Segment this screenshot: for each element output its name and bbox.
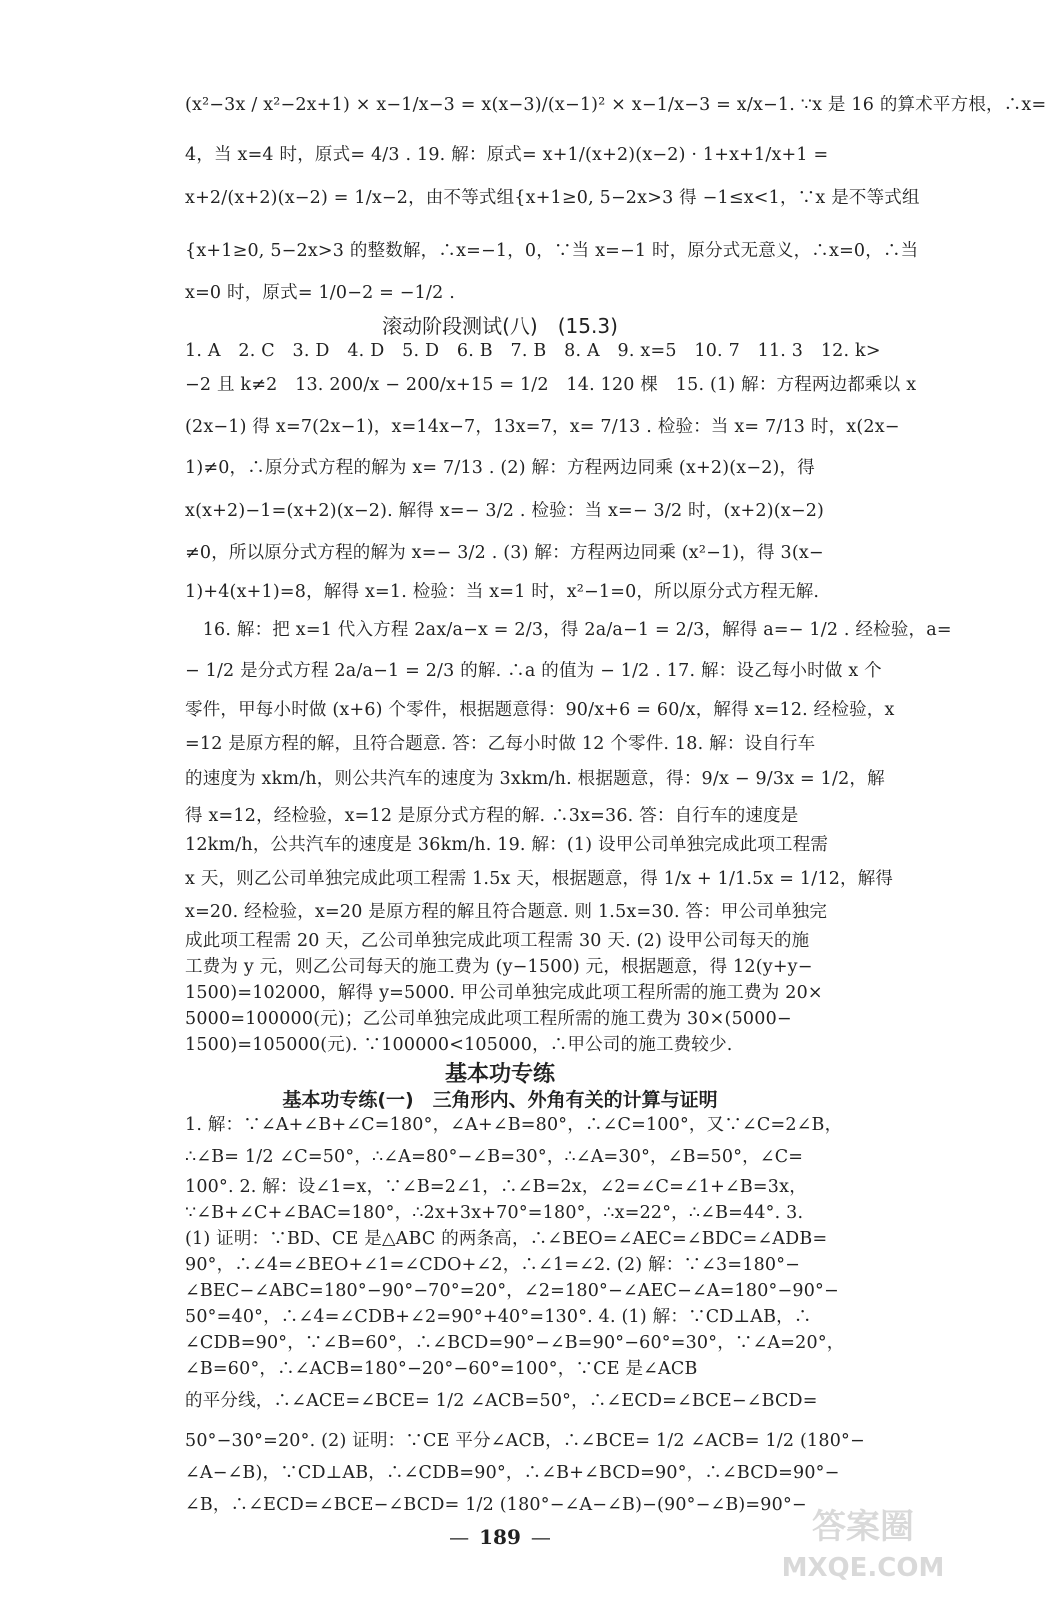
text-line: ∠A−∠B)，∵CD⊥AB，∴∠CDB=90°，∴∠B+∠BCD=90°，∴∠BCD=90°−: [185, 1463, 840, 1483]
text-line: x 天，则乙公司单独完成此项工程需 1.5x 天，根据题意，得 1/x + 1/1.5x = 1/12，解得: [185, 869, 894, 889]
text-line: 4，当 x=4 时，原式= 4/3 . 19. 解：原式= x+1/(x+2)(x−2) · 1+x+1/x+1 =: [185, 145, 829, 165]
text-line: 1500)=102000，解得 y=5000. 甲公司单独完成此项工程所需的施工费为 20×: [185, 983, 823, 1003]
text-line: x=20. 经检验，x=20 是原方程的解且符合题意. 则 1.5x=30. 答：甲公司单独完: [185, 902, 828, 922]
text-line: 零件，甲每小时做 (x+6) 个零件，根据题意得：90/x+6 = 60/x，解得 x=12. 经检验，x: [185, 700, 895, 720]
section-heading-basic-1: 基本功专练(一) 三角形内、外角有关的计算与证明: [282, 1089, 718, 1111]
text-line: {x+1≥0, 5−2x>3 的整数解，∴x=−1，0，∵当 x=−1 时，原分式无意义，∴x=0，∴当: [185, 241, 919, 261]
text-line: (2x−1) 得 x=7(2x−1)，x=14x−7，13x=7，x= 7/13 . 检验：当 x= 7/13 时，x(2x−: [185, 417, 900, 437]
text-line: 50°−30°=20°. (2) 证明：∵CE 平分∠ACB，∴∠BCE= 1/2 ∠ACB= 1/2 (180°−: [185, 1431, 865, 1451]
text-line: 1)≠0，∴原分式方程的解为 x= 7/13 . (2) 解：方程两边同乘 (x+2)(x−2)，得: [185, 458, 815, 478]
text-line: 16. 解：把 x=1 代入方程 2ax/a−x = 2/3，得 2a/a−1 = 2/3，解得 a=− 1/2 . 经检验，a=: [185, 620, 952, 640]
text-line: 的速度为 xkm/h，则公共汽车的速度为 3xkm/h. 根据题意，得：9/x − 9/3x = 1/2，解: [185, 769, 885, 789]
text-line: 得 x=12，经检验，x=12 是原分式方程的解. ∴3x=36. 答：自行车的速度是: [185, 806, 799, 826]
text-line: 90°，∴∠4=∠BEO+∠1=∠CDO+∠2，∴∠1=∠2. (2) 解：∵∠3=180°−: [185, 1255, 801, 1275]
watermark-logo: [748, 1498, 978, 1588]
text-line: 1)+4(x+1)=8，解得 x=1. 检验：当 x=1 时，x²−1=0，所以原分式方程无解.: [185, 582, 820, 602]
text-line: ∠B=60°，∴∠ACB=180°−20°−60°=100°，∵CE 是∠ACB: [185, 1359, 698, 1379]
text-line: 1. 解：∵∠A+∠B+∠C=180°，∠A+∠B=80°，∴∠C=100°，又∵∠C=2∠B，: [185, 1115, 843, 1135]
text-line: 12km/h，公共汽车的速度是 36km/h. 19. 解：(1) 设甲公司单独完成此项工程需: [185, 835, 829, 855]
text-line: ≠0，所以原分式方程的解为 x=− 3/2 . (3) 解：方程两边同乘 (x²−1)，得 3(x−: [185, 543, 824, 563]
page-number-value: 189: [479, 1525, 521, 1549]
text-line: x(x+2)−1=(x+2)(x−2). 解得 x=− 3/2 . 检验：当 x=− 3/2 时，(x+2)(x−2): [185, 501, 825, 521]
text-line: 100°. 2. 解：设∠1=x，∵∠B=2∠1，∴∠B=2x，∠2=∠C=∠1+∠B=3x，: [185, 1177, 807, 1197]
text-line: 5000=100000(元)；乙公司单独完成此项工程所需的施工费为 30×(5000−: [185, 1009, 792, 1029]
text-line: − 1/2 是分式方程 2a/a−1 = 2/3 的解. ∴a 的值为 − 1/2 . 17. 解：设乙每小时做 x 个: [185, 661, 882, 681]
text-line: 工费为 y 元，则乙公司每天的施工费为 (y−1500) 元，根据题意，得 12(y+y−: [185, 957, 813, 977]
text-line: 1500)=105000(元). ∵100000<105000，∴甲公司的施工费较少.: [185, 1035, 733, 1055]
section-heading-rolling-test: 滚动阶段测试(八) (15.3): [382, 314, 618, 338]
watermark-text-top: 答案圈: [812, 1507, 914, 1547]
text-line: =12 是原方程的解，且符合题意. 答：乙每小时做 12 个零件. 18. 解：设自行车: [185, 734, 816, 754]
text-line: ∠B，∴∠ECD=∠BCE−∠BCD= 1/2 (180°−∠A−∠B)−(90°−∠B)=90°−: [185, 1495, 807, 1515]
watermark-text-bottom: MXQE.COM: [781, 1553, 945, 1583]
text-line: 50°=40°，∴∠4=∠CDB+∠2=90°+40°=130°. 4. (1) 解：∵CD⊥AB，∴: [185, 1307, 812, 1327]
text-line: 成此项工程需 20 天，乙公司单独完成此项工程需 30 天. (2) 设甲公司每天的施: [185, 931, 810, 951]
page-number-dash-left: —: [449, 1525, 470, 1549]
page-number-dash-right: —: [530, 1525, 551, 1549]
text-line: x=0 时，原式= 1/0−2 = −1/2 .: [185, 283, 455, 303]
text-line: 的平分线，∴∠ACE=∠BCE= 1/2 ∠ACB=50°，∴∠ECD=∠BCE−∠BCD=: [185, 1391, 818, 1411]
text-line: ∠BEC−∠ABC=180°−90°−70°=20°，∠2=180°−∠AEC−∠A=180°−90°−: [185, 1281, 839, 1301]
text-line: (1) 证明：∵BD、CE 是△ABC 的两条高，∴∠BEO=∠AEC=∠BDC=∠ADB=: [185, 1229, 828, 1249]
text-line: −2 且 k≠2 13. 200/x − 200/x+15 = 1/2 14. 120 棵 15. (1) 解：方程两边都乘以 x: [185, 375, 917, 395]
text-line: (x²−3x / x²−2x+1) × x−1/x−3 = x(x−3)/(x−1)² × x−1/x−3 = x/x−1. ∵x 是 16 的算术平方根，∴x=: [185, 95, 1046, 115]
text-line: 1. A 2. C 3. D 4. D 5. D 6. B 7. B 8. A 9. x=5 10. 7 11. 3 12. k>: [185, 341, 881, 361]
text-line: ∵∠B+∠C+∠BAC=180°，∴2x+3x+70°=180°，∴x=22°，∴∠B=44°. 3.: [185, 1203, 804, 1223]
section-heading-basic: 基本功专练: [444, 1062, 555, 1087]
text-line: ∠CDB=90°，∵∠B=60°，∴∠BCD=90°−∠B=90°−60°=30°，∵∠A=20°，: [185, 1333, 845, 1353]
text-line: ∴∠B= 1/2 ∠C=50°，∴∠A=80°−∠B=30°，∴∠A=30°，∠B=50°，∠C=: [185, 1147, 804, 1167]
text-line: x+2/(x+2)(x−2) = 1/x−2，由不等式组{x+1≥0, 5−2x>3 得 −1≤x<1，∵x 是不等式组: [185, 188, 920, 208]
